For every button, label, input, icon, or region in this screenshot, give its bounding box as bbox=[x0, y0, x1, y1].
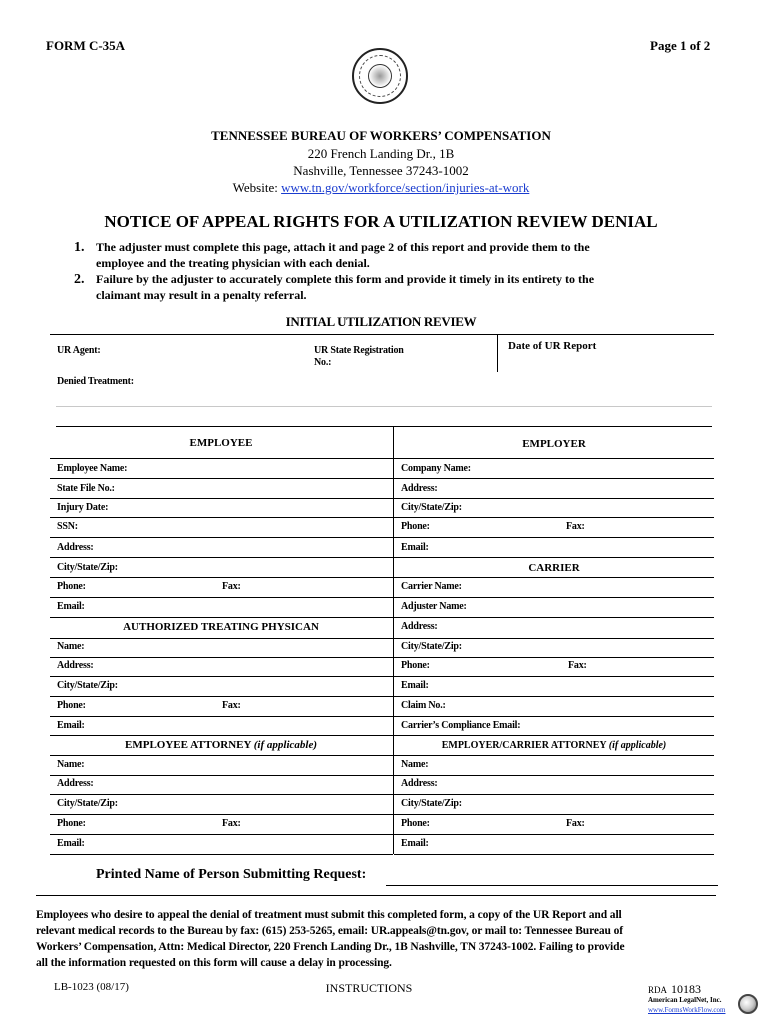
employer-attorney-fax-label: Fax: bbox=[566, 818, 585, 829]
divider bbox=[50, 854, 393, 855]
divider bbox=[394, 557, 714, 558]
divider bbox=[56, 426, 712, 427]
employee-attorney-address-label: Address: bbox=[57, 778, 94, 789]
divider bbox=[394, 597, 714, 598]
physician-heading: AUTHORIZED TREATING PHYSICAN bbox=[123, 621, 319, 633]
divider bbox=[394, 458, 714, 459]
carrier-fax-label: Fax: bbox=[568, 660, 587, 671]
employee-attorney-phone-input[interactable] bbox=[94, 816, 218, 834]
instruction-text: claimant may result in a penalty referral. bbox=[96, 288, 307, 302]
divider bbox=[394, 517, 714, 518]
injury-date-input[interactable] bbox=[122, 500, 390, 518]
column-divider bbox=[393, 426, 394, 854]
physician-fax-input[interactable] bbox=[246, 698, 390, 716]
divider bbox=[50, 716, 393, 717]
instruction-number: 1. bbox=[74, 240, 85, 255]
employer-email-input[interactable] bbox=[438, 540, 712, 558]
divider bbox=[50, 537, 393, 538]
physician-city-label: City/State/Zip: bbox=[57, 680, 118, 691]
carrier-name-label: Carrier Name: bbox=[401, 581, 462, 592]
employer-attorney-heading: EMPLOYER/CARRIER ATTORNEY (if applicable) bbox=[441, 740, 667, 751]
physician-address-label: Address: bbox=[57, 660, 94, 671]
employee-address-input[interactable] bbox=[104, 540, 390, 558]
instruction-text: employee and the treating physician with each denial. bbox=[96, 256, 370, 270]
company-name-label: Company Name: bbox=[401, 463, 471, 474]
submission-note: Employees who desire to appeal the denial of treatment must submit this completed form, a copy of the UR Report and all relevant medical records to the Bureau by fax: (615) 253-5265, email: UR.appeals@tn.gov, or mail to: Tennessee Bureau of Workers’ Compensation, Attn: Medical Director, 220 French Landing Dr., 1B Nashville, TN 37243-1002. Failing to provide all the information requested on this form will cause a delay in processing. bbox=[36, 909, 625, 969]
employee-attorney-city-input[interactable] bbox=[132, 796, 390, 814]
publisher-name: American LegalNet, Inc. bbox=[648, 996, 722, 1004]
agency-address-1: 220 French Landing Dr., 1B bbox=[307, 146, 455, 161]
employer-attorney-phone-label: Phone: bbox=[401, 818, 430, 829]
divider bbox=[50, 794, 393, 795]
employee-attorney-phone-label: Phone: bbox=[57, 818, 86, 829]
employer-phone-input[interactable] bbox=[438, 519, 562, 537]
ur-agent-label: UR Agent: bbox=[57, 345, 101, 356]
page-number: Page 1 of 2 bbox=[650, 38, 711, 53]
carrier-phone-label: Phone: bbox=[401, 660, 430, 671]
divider bbox=[394, 696, 714, 697]
employee-fax-input[interactable] bbox=[246, 579, 390, 597]
website-link[interactable]: www.tn.gov/workforce/section/injuries-at-work bbox=[281, 180, 530, 195]
divider bbox=[394, 755, 714, 756]
employer-address-input[interactable] bbox=[448, 481, 712, 499]
instruction-text: Failure by the adjuster to accurately complete this form and provide it timely in its entirety to the bbox=[96, 272, 595, 286]
divider bbox=[50, 735, 393, 736]
state-file-label: State File No.: bbox=[57, 483, 115, 494]
physician-email-label: Email: bbox=[57, 720, 85, 731]
employee-attorney-name-input[interactable] bbox=[90, 757, 390, 775]
publisher-logo-icon bbox=[738, 994, 758, 1014]
carrier-address-label: Address: bbox=[401, 621, 438, 632]
employer-attorney-city-label: City/State/Zip: bbox=[401, 798, 462, 809]
divider bbox=[394, 716, 714, 717]
divider bbox=[497, 334, 498, 372]
compliance-email-input[interactable] bbox=[546, 718, 712, 736]
carrier-name-input[interactable] bbox=[476, 579, 712, 597]
physician-name-label: Name: bbox=[57, 641, 85, 652]
employee-phone-input[interactable] bbox=[94, 579, 218, 597]
employer-attorney-address-label: Address: bbox=[401, 778, 438, 789]
divider bbox=[394, 537, 714, 538]
instruction-text: The adjuster must complete this page, attach it and page 2 of this report and provide them to the bbox=[96, 240, 590, 254]
employer-fax-input[interactable] bbox=[590, 519, 712, 537]
rda-number: RDA 10183 bbox=[648, 982, 702, 996]
ur-date-label: Date of UR Report bbox=[508, 340, 597, 352]
employer-attorney-name-input[interactable] bbox=[434, 757, 712, 775]
agency-address-2: Nashville, Tennessee 37243-1002 bbox=[293, 163, 469, 178]
ur-registration-input[interactable] bbox=[412, 343, 496, 361]
employer-attorney-name-label: Name: bbox=[401, 759, 429, 770]
employee-attorney-city-label: City/State/Zip: bbox=[57, 798, 118, 809]
physician-address-input[interactable] bbox=[104, 658, 390, 676]
divider bbox=[50, 834, 393, 835]
form-id: FORM C-35A bbox=[46, 38, 126, 53]
adjuster-name-input[interactable] bbox=[480, 599, 712, 617]
website-label: Website: bbox=[232, 180, 278, 195]
printed-name-input[interactable] bbox=[388, 866, 720, 886]
adjuster-name-label: Adjuster Name: bbox=[401, 601, 467, 612]
physician-email-input[interactable] bbox=[94, 718, 390, 736]
company-name-input[interactable] bbox=[486, 461, 712, 479]
divider bbox=[394, 834, 714, 835]
claim-number-label: Claim No.: bbox=[401, 700, 446, 711]
employee-heading: EMPLOYEE bbox=[189, 437, 253, 449]
employee-phone-label: Phone: bbox=[57, 581, 86, 592]
ssn-input[interactable] bbox=[86, 519, 390, 537]
employee-name-input[interactable] bbox=[136, 461, 390, 479]
employee-attorney-email-input[interactable] bbox=[94, 836, 390, 854]
divider bbox=[50, 498, 393, 499]
divider bbox=[50, 814, 393, 815]
physician-phone-label: Phone: bbox=[57, 700, 86, 711]
employee-address-label: Address: bbox=[57, 542, 94, 553]
agency-name: TENNESSEE BUREAU OF WORKERS’ COMPENSATION bbox=[211, 128, 551, 143]
instruction-number: 2. bbox=[74, 272, 85, 287]
employer-attorney-fax-input[interactable] bbox=[590, 816, 712, 834]
employee-attorney-name-label: Name: bbox=[57, 759, 85, 770]
page-title: NOTICE OF APPEAL RIGHTS FOR A UTILIZATION REVIEW DENIAL bbox=[104, 212, 658, 231]
agency-website bbox=[0, 180, 762, 196]
divider bbox=[50, 577, 393, 578]
employer-city-input[interactable] bbox=[476, 500, 712, 518]
denied-treatment-input[interactable] bbox=[142, 374, 716, 392]
employee-name-label: Employee Name: bbox=[57, 463, 128, 474]
divider bbox=[394, 794, 714, 795]
carrier-phone-input[interactable] bbox=[438, 658, 562, 676]
employer-heading: EMPLOYER bbox=[522, 438, 586, 450]
injury-date-label: Injury Date: bbox=[57, 502, 109, 513]
employer-address-label: Address: bbox=[401, 483, 438, 494]
divider bbox=[394, 617, 714, 618]
employee-attorney-email-label: Email: bbox=[57, 838, 85, 849]
carrier-fax-input[interactable] bbox=[592, 658, 712, 676]
ur-registration-label: UR State Registration No.: bbox=[314, 345, 404, 368]
carrier-email-input[interactable] bbox=[438, 678, 712, 696]
ssn-label: SSN: bbox=[57, 521, 78, 532]
ur-heading: INITIAL UTILIZATION REVIEW bbox=[285, 314, 477, 329]
divider bbox=[50, 597, 393, 598]
carrier-heading: CARRIER bbox=[528, 562, 580, 574]
employer-fax-label: Fax: bbox=[566, 521, 585, 532]
carrier-city-input[interactable] bbox=[476, 639, 712, 657]
employee-attorney-fax-input[interactable] bbox=[246, 816, 390, 834]
physician-name-input[interactable] bbox=[90, 639, 390, 657]
divider bbox=[36, 895, 716, 896]
carrier-city-label: City/State/Zip: bbox=[401, 641, 462, 652]
employee-email-label: Email: bbox=[57, 601, 85, 612]
employer-email-label: Email: bbox=[401, 542, 429, 553]
divider bbox=[394, 814, 714, 815]
divider bbox=[50, 617, 393, 618]
claim-number-input[interactable] bbox=[454, 698, 712, 716]
employer-attorney-email-input[interactable] bbox=[438, 836, 712, 854]
divider bbox=[394, 854, 714, 855]
employer-city-label: City/State/Zip: bbox=[401, 502, 462, 513]
divider bbox=[56, 406, 712, 407]
divider bbox=[50, 334, 714, 335]
denied-treatment-label: Denied Treatment: bbox=[57, 376, 134, 387]
instructions-button[interactable]: INSTRUCTIONS bbox=[314, 978, 424, 998]
divider bbox=[394, 498, 714, 499]
divider bbox=[50, 458, 393, 459]
divider bbox=[50, 517, 393, 518]
form-code: LB-1023 (08/17) bbox=[54, 981, 129, 993]
compliance-email-label: Carrier’s Compliance Email: bbox=[401, 720, 521, 731]
ur-agent-input[interactable] bbox=[112, 343, 306, 361]
employee-attorney-address-input[interactable] bbox=[104, 776, 390, 794]
divider bbox=[394, 676, 714, 677]
ur-date-input[interactable] bbox=[508, 356, 712, 374]
printed-name-underline bbox=[386, 885, 718, 886]
divider bbox=[50, 478, 393, 479]
physician-fax-label: Fax: bbox=[222, 700, 241, 711]
divider bbox=[394, 478, 714, 479]
state-seal-icon bbox=[352, 48, 408, 104]
publisher-link[interactable]: www.FormsWorkFlow.com bbox=[648, 1006, 726, 1014]
employer-attorney-email-label: Email: bbox=[401, 838, 429, 849]
employee-attorney-heading: EMPLOYEE ATTORNEY (if applicable) bbox=[125, 739, 317, 751]
divider bbox=[394, 735, 714, 736]
divider bbox=[50, 696, 393, 697]
divider bbox=[50, 755, 393, 756]
divider bbox=[394, 577, 714, 578]
physician-city-input[interactable] bbox=[132, 678, 390, 696]
employer-attorney-address-input[interactable] bbox=[448, 776, 712, 794]
employee-fax-label: Fax: bbox=[222, 581, 241, 592]
employer-attorney-phone-input[interactable] bbox=[438, 816, 562, 834]
employee-attorney-fax-label: Fax: bbox=[222, 818, 241, 829]
divider bbox=[50, 557, 393, 558]
state-file-input[interactable] bbox=[128, 481, 390, 499]
employee-city-input[interactable] bbox=[132, 560, 390, 578]
employer-phone-label: Phone: bbox=[401, 521, 430, 532]
divider bbox=[50, 676, 393, 677]
employee-email-input[interactable] bbox=[94, 599, 390, 617]
physician-phone-input[interactable] bbox=[94, 698, 218, 716]
employee-city-label: City/State/Zip: bbox=[57, 562, 118, 573]
carrier-address-input[interactable] bbox=[448, 619, 712, 637]
employer-attorney-city-input[interactable] bbox=[476, 796, 712, 814]
carrier-email-label: Email: bbox=[401, 680, 429, 691]
printed-name-label: Printed Name of Person Submitting Request: bbox=[96, 867, 367, 882]
